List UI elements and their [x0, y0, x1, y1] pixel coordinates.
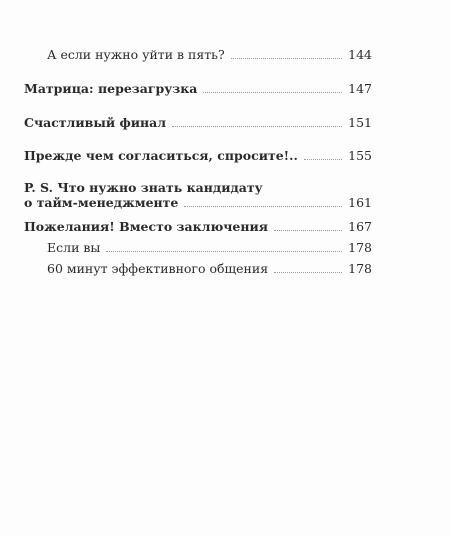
- dot-leader: [304, 159, 342, 160]
- toc-entry-page: 151: [348, 115, 372, 130]
- toc-entry-page: 161: [348, 195, 372, 210]
- toc-entry: [24, 115, 372, 130]
- toc-entry-title: Пожелания! Вместо заключения: [24, 219, 269, 234]
- toc-entry: [47, 261, 372, 276]
- toc-entry: [24, 148, 372, 163]
- dot-leader: [203, 92, 342, 93]
- toc-entry-page: 178: [348, 240, 372, 255]
- toc-entry-page: 167: [348, 219, 372, 234]
- dot-leader: [184, 206, 342, 207]
- dot-leader: [172, 126, 342, 127]
- toc-entry-title-line2: о тайм-менеджменте: [24, 195, 179, 210]
- toc-entry: [47, 47, 372, 62]
- toc-entry: [24, 219, 372, 234]
- toc-entry-page: 147: [348, 81, 372, 96]
- toc-entry-page: 178: [348, 261, 372, 276]
- toc-entry-page: 155: [348, 148, 372, 163]
- toc-entry-title: Счастливый финал: [24, 115, 167, 130]
- toc-entry-title: Прежде чем согласиться, спросите!..: [24, 148, 298, 163]
- toc-entry: [24, 180, 372, 210]
- toc-entry-title: Матрица: перезагрузка: [24, 81, 198, 96]
- toc-entry-title: А если нужно уйти в пять?: [47, 47, 225, 62]
- toc-entry: [24, 81, 372, 96]
- dot-leader: [231, 58, 342, 59]
- toc-entry-title: Если вы: [47, 240, 101, 255]
- toc-entry-title: 60 минут эффективного общения: [47, 261, 269, 276]
- dot-leader: [106, 251, 342, 252]
- toc-entry: [47, 240, 372, 255]
- toc-entry-page: 144: [348, 47, 372, 62]
- toc-entry-title-line1: P. S. Что нужно знать кандидату: [24, 180, 263, 195]
- dot-leader: [274, 230, 342, 231]
- dot-leader: [274, 272, 342, 273]
